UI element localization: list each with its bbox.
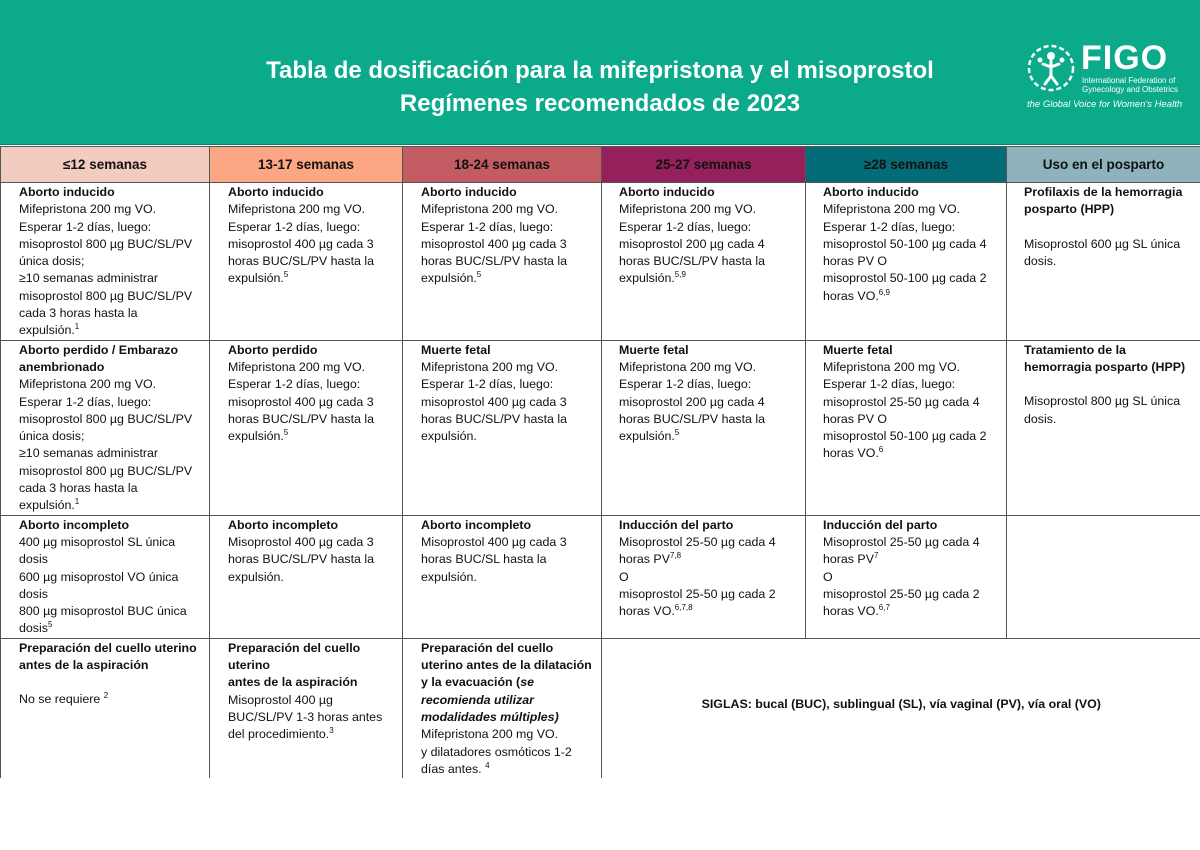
cell-line: expulsión.$^{5,9}$ xyxy=(619,270,686,286)
cell-line: misoprostol 50-100 µg cada 4 xyxy=(823,236,987,251)
cell-line: BUC/SL/PV 1-3 horas antes xyxy=(228,709,383,724)
cell-line: misoprostol 800 µg BUC/SL/PV xyxy=(19,288,193,303)
cell-line: Mifepristona 200 mg VO. xyxy=(421,202,559,217)
cell-title: Aborto inducido xyxy=(19,185,115,199)
spacer xyxy=(1024,219,1194,236)
cell-line: Misoprostol 400 µg cada 3 xyxy=(421,534,567,549)
cell-line: expulsión. xyxy=(421,429,477,444)
cell-line: Esperar 1-2 días, luego: xyxy=(421,219,554,234)
cell-line: horas BUC/SL/PV hasta la xyxy=(421,411,568,426)
cell-title: Muerte fetal xyxy=(823,342,893,357)
table-cell xyxy=(1,638,210,778)
cell-title: Preparación del cuello uterino antes de la aspiración xyxy=(19,640,197,673)
figo-emblem-icon xyxy=(1025,42,1077,94)
cell-title: Preparación del cuello uterino antes de la dilatación y la evacuación (se recomienda utilizar modalidades múltiples) xyxy=(421,640,592,724)
table-cell xyxy=(403,340,602,515)
cell-line: horas BUC/SL/PV hasta la xyxy=(421,254,568,269)
cell-line: horas VO.$^6$ xyxy=(823,445,884,461)
logo-subtitle-2: Gynecology and Obstetrics xyxy=(1082,85,1179,94)
cell-line: expulsión.$^5$ xyxy=(619,428,680,444)
cell-title: Inducción del parto xyxy=(823,517,938,532)
cell-line: Esperar 1-2 días, luego: xyxy=(619,219,752,234)
cell-title: Muerte fetal xyxy=(619,342,689,357)
cell-line: horas BUC/SL/PV hasta la xyxy=(228,254,375,269)
cell-line: Mifepristona 200 mg VO. xyxy=(823,359,961,374)
cell-line: misoprostol 25-50 µg cada 2 xyxy=(619,586,776,601)
footnote-ref: 5 xyxy=(283,428,289,438)
footnote-ref: 5 xyxy=(476,270,482,280)
cell-line: Esperar 1-2 días, luego: xyxy=(228,219,361,234)
footnote-ref: 2 xyxy=(103,691,109,701)
cell-line: y dilatadores osmóticos 1-2 xyxy=(421,744,572,759)
spacer xyxy=(1024,376,1194,393)
cell-line: expulsión.$^1$ xyxy=(19,497,80,513)
cell-line: Misoprostol 25-50 µg cada 4 xyxy=(619,534,776,549)
abbreviations-note: SIGLAS: bucal (BUC), sublingual (SL), vía vaginal (PV), vía oral (VO) xyxy=(602,638,1200,778)
cell-line: Mifepristona 200 mg VO. xyxy=(421,359,559,374)
cell-line: horas PV$^{7,8}$ xyxy=(619,551,682,567)
cell-line: misoprostol 800 µg BUC/SL/PV xyxy=(19,411,193,426)
cell-line: dosis xyxy=(19,586,48,601)
table-cell xyxy=(403,515,602,638)
cell-line: misoprostol 400 µg cada 3 xyxy=(228,394,374,409)
cell-title: Aborto perdido xyxy=(228,342,318,357)
cell-line: Mifepristona 200 mg VO. xyxy=(421,727,559,742)
table-row xyxy=(1,340,1200,515)
table-cell xyxy=(602,183,806,341)
cell-line: Misoprostol 400 µg xyxy=(228,692,333,707)
cell-line: Esperar 1-2 días, luego: xyxy=(228,377,361,392)
cell-title: Aborto perdido / Embarazo anembrionado xyxy=(19,342,179,374)
cell-line: horas VO.$^{6,7}$ xyxy=(823,603,890,619)
cell-line: misoprostol 800 µg BUC/SL/PV xyxy=(19,236,193,251)
cell-title: Muerte fetal xyxy=(421,342,491,357)
cell-line: única dosis; xyxy=(19,254,85,269)
table-cell xyxy=(1,183,210,341)
cell-line: ≥10 semanas administrar xyxy=(19,446,159,461)
cell-line: horas BUC/SL/PV hasta la xyxy=(619,411,766,426)
col-header-12wk: ≤12 semanas xyxy=(1,147,210,183)
title-line-2: Regímenes recomendados de 2023 xyxy=(399,90,801,117)
table-cell xyxy=(806,183,1007,341)
cell-line: dosis. xyxy=(1024,253,1057,268)
cell-line: misoprostol 400 µg cada 3 xyxy=(228,236,374,251)
cell-line: misoprostol 200 µg cada 4 xyxy=(619,394,765,409)
cell-line: Esperar 1-2 días, luego: xyxy=(19,394,152,409)
cell-line: Misoprostol 400 µg cada 3 xyxy=(228,534,374,549)
cell-line: expulsión.$^1$ xyxy=(19,322,80,338)
figo-logo xyxy=(1025,39,1185,112)
dosage-table xyxy=(0,146,1200,778)
cell-title: Tratamiento de la hemorragia posparto (HPP) xyxy=(1024,342,1186,374)
table-cell xyxy=(210,515,403,638)
cell-line: cada 3 horas hasta la xyxy=(19,306,138,321)
footnote-ref: 5 xyxy=(283,270,289,280)
cell-line: horas VO.$^{6,9}$ xyxy=(823,287,890,303)
cell-title: Aborto incompleto xyxy=(421,517,532,532)
cell-line: horas $PV^7$ xyxy=(823,551,879,567)
cell-title: Aborto incompleto xyxy=(228,517,339,532)
cell-line: misoprostol 400 µg cada 3 xyxy=(421,394,567,409)
cell-line: Misoprostol 800 µg SL única xyxy=(1024,394,1181,409)
cell-title: Aborto inducido xyxy=(823,185,919,199)
col-header-25-27wk: 25-27 semanas xyxy=(602,147,806,183)
footnote-ref: 7,8 xyxy=(669,551,682,561)
cell-line: Mifepristona 200 mg VO. xyxy=(823,202,961,217)
table-cell xyxy=(210,183,403,341)
cell-line: Mifepristona 200 mg VO. xyxy=(619,359,757,374)
cell-line: dosis$^5$ xyxy=(19,620,53,636)
cell-line: misoprostol 50-100 µg cada 2 xyxy=(823,429,987,444)
cell-line: expulsión.$^5$ xyxy=(421,270,482,286)
cell-line: ≥10 semanas administrar xyxy=(19,271,159,286)
table-cell xyxy=(602,340,806,515)
cell-title: uterino xyxy=(228,658,270,673)
cell-line: Mifepristona 200 mg VO. xyxy=(619,202,757,217)
footnote-ref: 1 xyxy=(74,322,80,332)
spacer xyxy=(19,674,203,691)
cell-line: O xyxy=(619,569,629,584)
footnote-ref: 5,9 xyxy=(674,270,686,280)
footnote-ref: 6,7,8 xyxy=(674,603,693,612)
cell-line: Misoprostol 25-50 µg cada 4 xyxy=(823,534,980,549)
cell-line: expulsión.$^5$ xyxy=(228,270,289,286)
col-header-28wk: ≥28 semanas xyxy=(806,147,1007,183)
footnote-ref: 6,9 xyxy=(878,287,890,297)
footnote-ref: 5 xyxy=(47,620,53,630)
footnote-ref: 7 xyxy=(873,551,879,561)
cell-line: horas BUC/SL/PV hasta la xyxy=(619,254,766,269)
cell-line: misoprostol 50-100 µg cada 2 xyxy=(823,271,987,286)
cell-line: del procedimiento.$^3$ xyxy=(228,726,334,742)
table-cell xyxy=(1007,183,1200,341)
footnote-ref: 6 xyxy=(878,445,884,455)
cell-line: expulsión. xyxy=(228,569,284,584)
cell-line: horas PV O xyxy=(823,254,888,269)
cell-title: Preparación del cuello xyxy=(228,640,361,655)
cell-line: Esperar 1-2 días, luego: xyxy=(823,219,956,234)
footnote-ref: 4 xyxy=(485,760,490,770)
cell-line: misoprostol 400 µg cada 3 xyxy=(421,236,567,251)
cell-title: antes de la aspiración xyxy=(228,675,358,690)
table-cell xyxy=(602,515,806,638)
cell-title: Aborto incompleto xyxy=(19,517,130,532)
cell-line: cada 3 horas hasta la xyxy=(19,481,138,496)
col-header-postpartum: Uso en el posparto xyxy=(1007,147,1200,183)
column-header-row xyxy=(1,147,1200,183)
cell-line: 800 µg misoprostol BUC única xyxy=(19,604,187,619)
cell-line: 400 µg misoprostol SL única xyxy=(19,534,176,549)
cell-line: expulsión. xyxy=(421,569,477,584)
cell-line: expulsión.$^5$ xyxy=(228,428,289,444)
cell-title: Aborto inducido xyxy=(228,185,324,199)
table-cell xyxy=(806,340,1007,515)
table-cell xyxy=(1,515,210,638)
table-cell-empty xyxy=(1007,515,1200,638)
logo-tagline: the Global Voice for Women's Health xyxy=(1027,99,1183,110)
title-line-1: Tabla de dosificación para la mifepristona y el misoprostol xyxy=(266,57,934,84)
cell-line: dosis xyxy=(19,552,48,567)
cell-line: Mifepristona 200 mg VO. xyxy=(228,202,366,217)
cell-line: días antes. $^4$ xyxy=(421,760,490,776)
col-header-13-17wk: 13-17 semanas xyxy=(210,147,403,183)
footnote-ref: 5 xyxy=(674,428,680,438)
footnote-ref: 3 xyxy=(329,726,334,736)
cell-line: única dosis; xyxy=(19,429,85,444)
cell-title: Inducción del parto xyxy=(619,517,734,532)
cell-title: Aborto inducido xyxy=(619,185,715,199)
cell-line: horas BUC/SL/PV hasta la xyxy=(228,411,375,426)
cell-line: misoprostol 25-50 µg cada 4 xyxy=(823,394,980,409)
cell-title: Aborto inducido xyxy=(421,185,517,199)
table-cell xyxy=(403,183,602,341)
cell-title: Profilaxis de la hemorragia posparto (HPP) xyxy=(1024,185,1183,217)
cell-line: Mifepristona 200 mg VO. xyxy=(19,202,157,217)
table-cell xyxy=(806,515,1007,638)
table-cell xyxy=(1,340,210,515)
cell-line: Esperar 1-2 días, luego: xyxy=(823,377,956,392)
logo-subtitle-1: International Federation of xyxy=(1082,76,1176,85)
logo-subtitle xyxy=(1082,76,1192,94)
cell-line: misoprostol 25-50 µg cada 2 xyxy=(823,586,980,601)
cell-line: Esperar 1-2 días, luego: xyxy=(619,377,752,392)
cell-line: Esperar 1-2 días, luego: xyxy=(19,219,152,234)
cell-line: misoprostol 800 µg BUC/SL/PV xyxy=(19,463,193,478)
cell-line: No se requiere $^2$ xyxy=(19,691,109,707)
cell-line: horas BUC/SL/PV hasta la xyxy=(228,552,375,567)
cell-line: O xyxy=(823,569,833,584)
table-row xyxy=(1,638,1200,778)
footnote-ref: 6,7 xyxy=(878,603,890,612)
table-cell xyxy=(403,638,602,778)
cell-line: 600 µg misoprostol VO única xyxy=(19,569,179,584)
cell-line: horas VO.$^{6,7,8}$ xyxy=(619,603,693,619)
logo-wordmark: FIGO xyxy=(1081,39,1169,77)
cell-line: dosis. xyxy=(1024,411,1057,426)
table-cell xyxy=(1007,340,1200,515)
table-cell xyxy=(210,638,403,778)
cell-line: horas BUC/SL hasta la xyxy=(421,552,547,567)
cell-title-emphasis: se recomienda utilizar modalidades múltiples) xyxy=(421,675,559,724)
cell-line: horas PV O xyxy=(823,411,888,426)
cell-line: Misoprostol 600 µg SL única xyxy=(1024,236,1181,251)
table-cell xyxy=(210,340,403,515)
header-banner xyxy=(0,0,1200,145)
footnote-ref: 1 xyxy=(74,497,80,507)
col-header-18-24wk: 18-24 semanas xyxy=(403,147,602,183)
cell-line: Mifepristona 200 mg VO. xyxy=(19,377,157,392)
cell-line: Mifepristona 200 mg VO. xyxy=(228,359,366,374)
table-row xyxy=(1,183,1200,341)
table-row xyxy=(1,515,1200,638)
page-title xyxy=(200,54,1000,120)
cell-line: misoprostol 200 µg cada 4 xyxy=(619,236,765,251)
cell-line: Esperar 1-2 días, luego: xyxy=(421,377,554,392)
